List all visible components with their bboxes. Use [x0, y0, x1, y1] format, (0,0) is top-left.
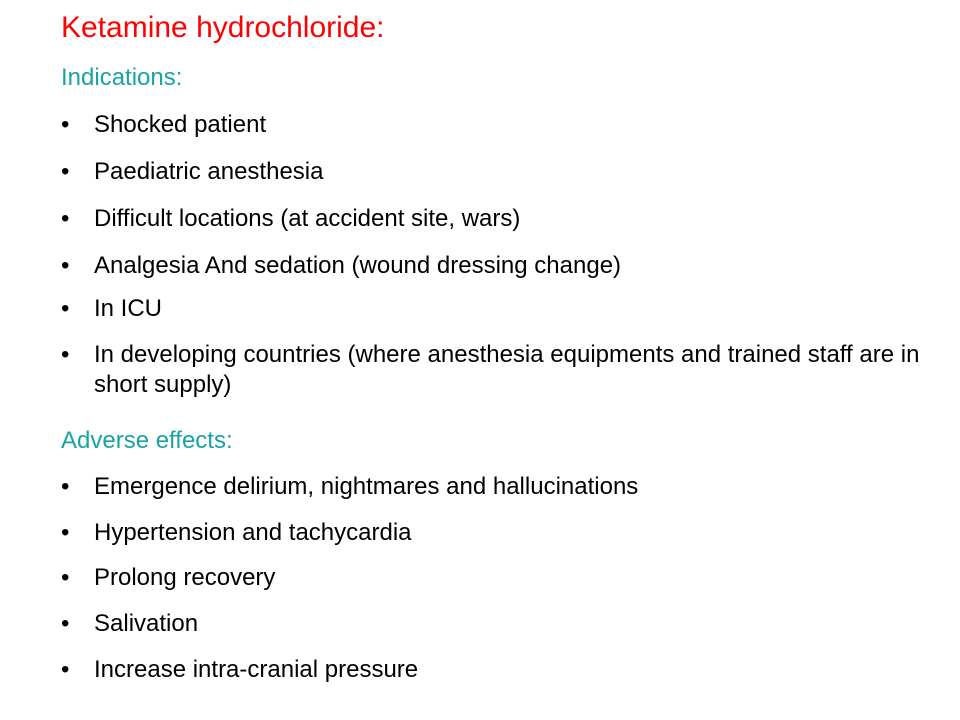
bullet-icon: • — [61, 205, 70, 232]
list-item — [61, 110, 921, 140]
list-item-text: Difficult locations (at accident site, wars) — [94, 205, 521, 232]
list-item-text: Increase intra-cranial pressure — [94, 656, 419, 683]
list-item-text: Paediatric anesthesia — [94, 158, 324, 185]
list-item-text: Salivation — [94, 610, 199, 637]
list-item-text: Analgesia And sedation (wound dressing change) — [94, 252, 622, 279]
list-item — [61, 655, 921, 685]
bullet-icon: • — [61, 473, 70, 500]
bullet-icon: • — [61, 295, 70, 322]
list-item-text: Hypertension and tachycardia — [94, 519, 412, 546]
section-heading-indications: Indications: — [61, 64, 183, 91]
list-item-text: Emergence delirium, nightmares and hallucinations — [94, 473, 639, 500]
list-item-text: In developing countries (where anesthesia equipments and trained staff are in short supply) — [94, 341, 920, 398]
list-item-text: Shocked patient — [94, 111, 267, 138]
bullet-icon: • — [61, 341, 70, 368]
list-item — [61, 472, 921, 502]
bullet-icon: • — [61, 656, 70, 683]
list-item-text: Prolong recovery — [94, 564, 276, 591]
list-item — [61, 518, 921, 548]
section-heading-adverse-effects: Adverse effects: — [61, 427, 233, 454]
list-item — [61, 294, 921, 324]
list-item — [61, 340, 921, 400]
list-item-text: In ICU — [94, 295, 163, 322]
bullet-icon: • — [61, 564, 70, 591]
bullet-icon: • — [61, 111, 70, 138]
list-item — [61, 204, 921, 234]
bullet-icon: • — [61, 252, 70, 279]
bullet-icon: • — [61, 610, 70, 637]
list-item — [61, 609, 921, 639]
list-item — [61, 563, 921, 593]
list-item — [61, 157, 921, 187]
bullet-icon: • — [61, 158, 70, 185]
slide-title: Ketamine hydrochloride: — [61, 11, 385, 44]
bullet-icon: • — [61, 519, 70, 546]
list-item — [61, 251, 921, 281]
